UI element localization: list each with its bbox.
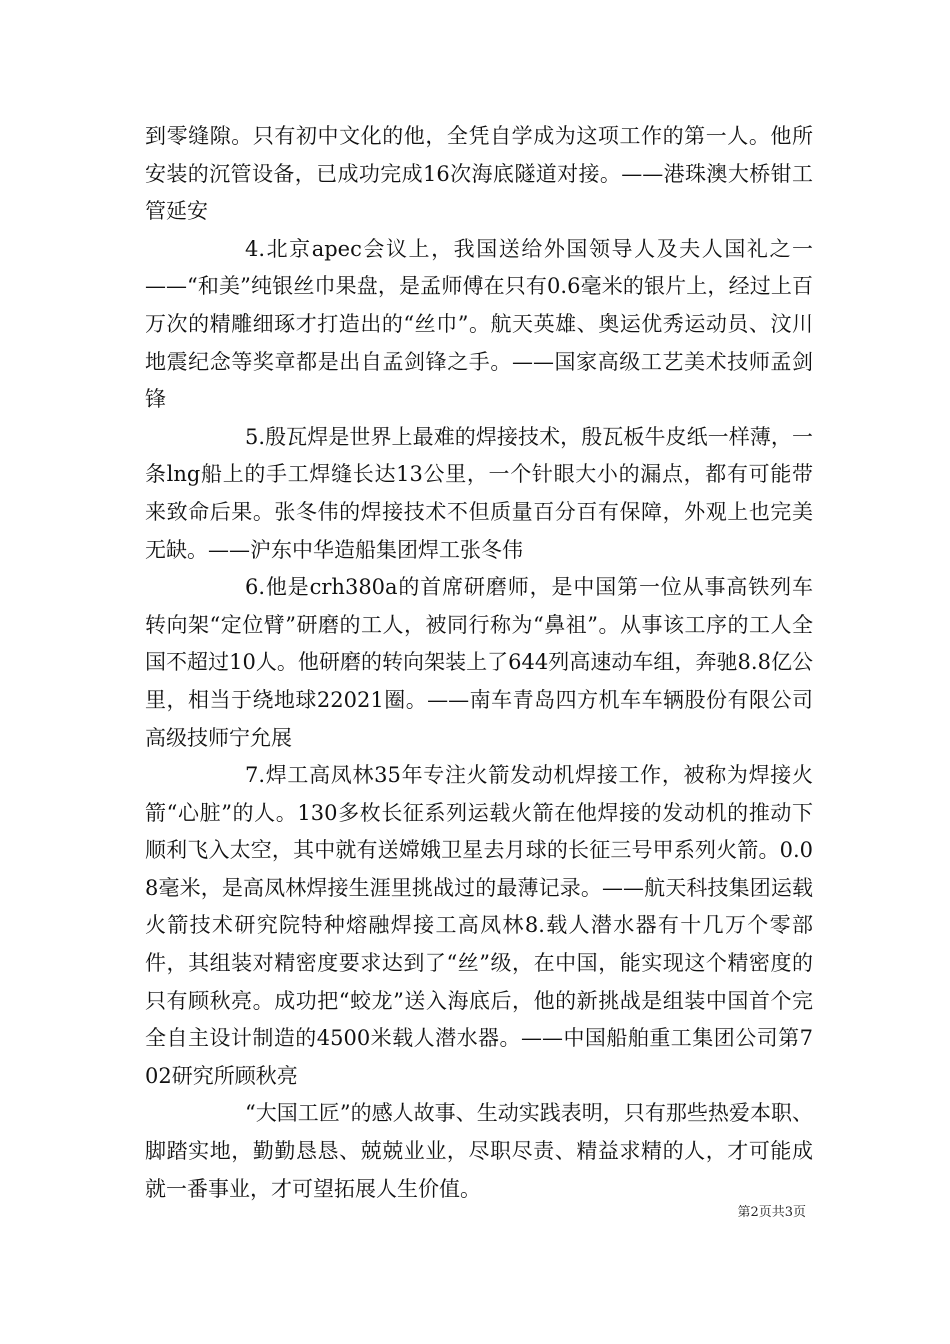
document-body (145, 118, 813, 1208)
paragraph-conclusion: “大国工匠”的感人故事、生动实践表明，只有那些热爱本职、脚踏实地，勤勤恳恳、兢兢业业，尽职尽责、精益求精的人，才可能成就一番事业，才可望拓展人生价值。 (145, 1101, 813, 1201)
paragraph-item-4: 4.北京apec会议上，我国送给外国领导人及夫人国礼之一——“和美”纯银丝巾果盘，是孟师傅在只有0.6毫米的银片上，经过上百万次的精雕细琢才打造出的“丝巾”。航天英雄、奥运优秀运动员、汶川地震纪念等奖章都是出自孟剑锋之手。——国家高级工艺美术技师孟剑锋 (145, 236, 813, 412)
paragraph-item-5: 5.殷瓦焊是世界上最难的焊接技术，殷瓦板牛皮纸一样薄，一条lng船上的手工焊缝长达13公里，一个针眼大小的漏点，都有可能带来致命后果。张冬伟的焊接技术不但质量百分百有保障，外观上也完美无缺。——沪东中华造船集团焊工张冬伟 (145, 424, 813, 562)
paragraph-continuation: 到零缝隙。只有初中文化的他，全凭自学成为这项工作的第一人。他所安装的沉管设备，已成功完成16次海底隧道对接。——港珠澳大桥钳工管延安 (145, 124, 813, 224)
paragraph-item-6: 6.他是crh380a的首席研磨师，是中国第一位从事高铁列车转向架“定位臂”研磨的工人，被同行称为“鼻祖”。从事该工序的工人全国不超过10人。他研磨的转向架装上了644列高速动车组，奔驰8.8亿公里，相当于绕地球22021圈。——南车青岛四方机车车辆股份有限公司高级技师宁允展 (145, 575, 813, 750)
page-number-footer: 第2页共3页 (737, 1205, 806, 1220)
paragraph-item-7-8: 7.焊工高凤林35年专注火箭发动机焊接工作，被称为焊接火箭“心脏”的人。130多枚长征系列运载火箭在他焊接的发动机的推动下顺利飞入太空，其中就有送嫦娥卫星去月球的长征三号甲系列火箭。0.08毫米，是高凤林焊接生涯里挑战过的最薄记录。——航天科技集团运载火箭技术研究院特种熔融焊接工高凤林8.载人潜水器有十几万个零部件，其组装对精密度要求达到了“丝”级，在中国，能实现这个精密度的只有顾秋亮。成功把“蛟龙”送入海底后，他的新挑战是组装中国首个完全自主设计制造的4500米载人潜水器。——中国船舶重工集团公司第702研究所顾秋亮 (145, 763, 813, 1088)
